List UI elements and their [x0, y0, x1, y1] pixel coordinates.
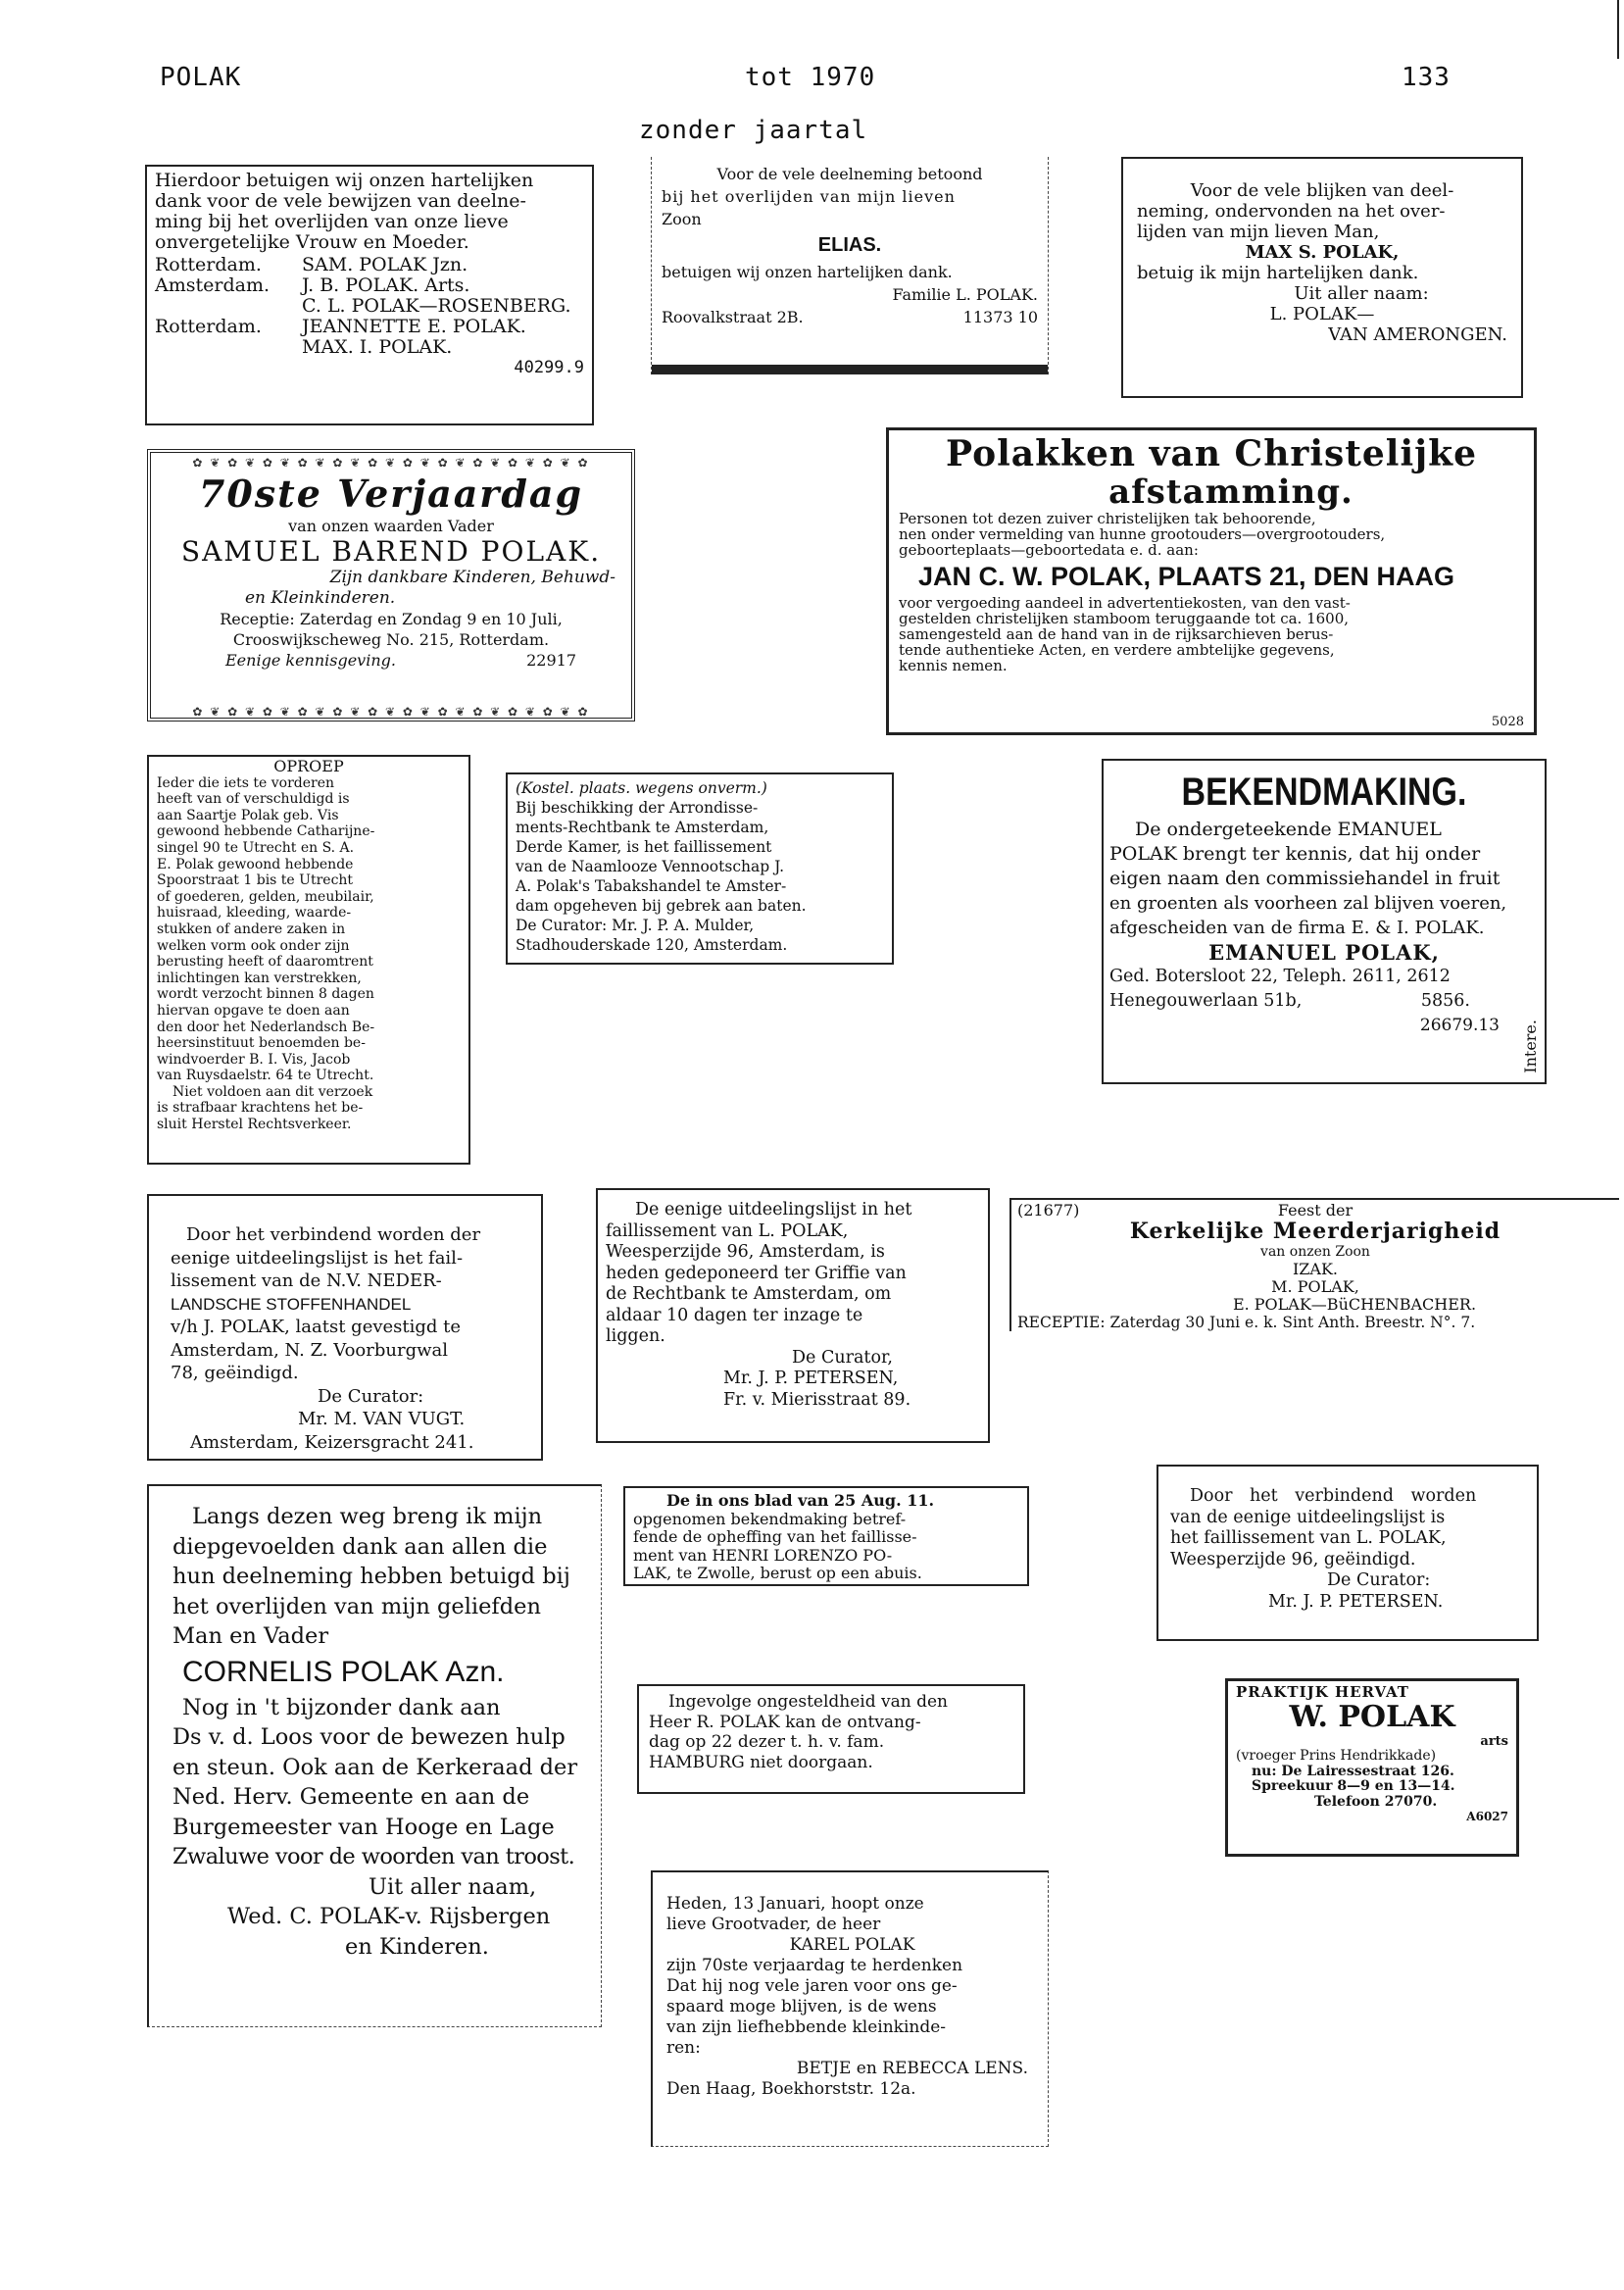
- ad5-body: Personen tot dezen zuiver christelijken tak behoorende,: [899, 510, 1316, 527]
- ad1-name: JEANNETTE E. POLAK.: [302, 316, 526, 337]
- ad-birthday-samuel-barend: [147, 449, 635, 722]
- ad9-line: Amsterdam, N. Z. Voorburgwal: [171, 1339, 448, 1361]
- ad17-line2: Dat hij nog vele jaren voor ons ge-: [666, 1976, 958, 1996]
- ad6-line: hiervan opgave te doen aan: [157, 1002, 350, 1019]
- ad2-rule: [652, 365, 1048, 373]
- ad12-line2: Ned. Herv. Gemeente en aan de: [172, 1784, 530, 1810]
- ad8-line: De ondergeteekende EMANUEL: [1135, 819, 1442, 840]
- ad6-line: E. Polak gewoond hebbende: [157, 856, 354, 872]
- ad9-line: 78, geëindigd.: [171, 1363, 299, 1383]
- ad6-line: Ieder die iets te vorderen: [157, 774, 335, 791]
- ad8-line: afgescheiden van de firma E. & I. POLAK.: [1109, 918, 1485, 938]
- ad16-arts: arts: [1480, 1733, 1508, 1749]
- ad4-title: 70ste Verjaardag: [198, 472, 584, 516]
- ad1-place: Amsterdam.: [155, 274, 270, 296]
- ad6-line: huisraad, kleeding, waarde-: [157, 905, 352, 921]
- ad12-line: diepgevoelden dank aan allen die: [172, 1533, 548, 1560]
- ad-hamburg-reception-cancelled: [637, 1684, 1025, 1794]
- ad8-title: BEKENDMAKING.: [1181, 771, 1467, 814]
- ad13-line: opgenomen bekendmaking betref-: [633, 1509, 907, 1528]
- ad3-name: MAX S. POLAK,: [1245, 242, 1400, 263]
- ad-praktijk-hervat: [1225, 1678, 1519, 1857]
- ad12-behalf: Uit aller naam,: [369, 1873, 537, 1900]
- ad13-line: LAK, te Zwolle, berust op een abuis.: [633, 1564, 922, 1582]
- ad2-address: Roovalkstraat 2B.: [662, 308, 804, 326]
- ad11-name: IZAK.: [1292, 1260, 1339, 1278]
- ad9-curator-name: Mr. M. VAN VUGT.: [298, 1409, 466, 1429]
- ad6-line: Niet voldoen aan dit verzoek: [172, 1083, 373, 1100]
- ad6-line: heeft van of verschuldigd is: [157, 791, 350, 808]
- ad5-tail: voor vergoeding aandeel in advertentiekosten, van den vast-: [899, 594, 1351, 612]
- ad3-line: neming, ondervonden na het over-: [1137, 201, 1446, 222]
- header-center: tot 1970: [745, 63, 876, 92]
- ad14-curator: De Curator:: [1327, 1570, 1431, 1590]
- ad-christian-polaks: [886, 427, 1537, 735]
- ad5-tail: tende authentieke Acten, en verdere ambtelijke gegevens,: [899, 641, 1335, 659]
- ad9-line: v/h J. POLAK, laatst gevestigd te: [171, 1317, 462, 1337]
- ad17-sign: BETJE en REBECCA LENS.: [796, 2059, 1028, 2078]
- ad-thanks-polak-family: [145, 165, 594, 425]
- ad14-line: Door het verbindend worden: [1190, 1486, 1477, 1506]
- ad1-name: C. L. POLAK—ROSENBERG.: [302, 295, 571, 317]
- ad14-line: het faillissement van L. POLAK,: [1170, 1528, 1447, 1548]
- ad14-line: Weesperzijde 96, geëindigd.: [1170, 1549, 1416, 1569]
- ad12-line2: Nog in 't bijzonder dank aan: [182, 1694, 501, 1720]
- ad-faillissement-tabakshandel: [506, 772, 894, 965]
- ad5-tail: kennis nemen.: [899, 657, 1008, 674]
- ad12-sign: en Kinderen.: [345, 1933, 489, 1960]
- ad17-address: Den Haag, Boekhorststr. 12a.: [666, 2079, 916, 2099]
- ad1-place: [155, 296, 302, 317]
- ad8-line: en groenten als voorheen zal blijven voeren,: [1109, 893, 1507, 914]
- ad6-line: Spoorstraat 1 bis te Utrecht: [157, 872, 354, 889]
- ad4-notice: Eenige kennisgeving.: [225, 651, 396, 670]
- ad10-line: liggen.: [606, 1326, 665, 1346]
- ad4-sub: van onzen waarden Vader: [288, 517, 494, 535]
- ad6-line: welken vorm ook onder zijn: [157, 937, 350, 954]
- ad5-tail: samengesteld aan de hand van in de rijksarchieven berus-: [899, 625, 1334, 643]
- ad10-line: de Rechtbank te Amsterdam, om: [606, 1284, 892, 1304]
- ad6-line: stukken of andere zaken in: [157, 921, 346, 937]
- ad16-number: A6027: [1466, 1810, 1508, 1823]
- ad7-line: (Kostel. plaats. wegens onverm.): [516, 779, 767, 797]
- ad16-line: nu: De Lairessestraat 126.: [1252, 1763, 1454, 1779]
- ad15-line: dag op 22 dezer t. h. v. fam.: [649, 1732, 885, 1752]
- page-edge-mark: [1617, 0, 1619, 59]
- ad17-line2: spaard moge blijven, is de wens: [666, 1997, 937, 2016]
- ad-stoffenhandel: [147, 1194, 543, 1461]
- ad16-line: Spreekuur 8—9 en 13—14.: [1252, 1778, 1455, 1794]
- ad7-line: De Curator: Mr. J. P. A. Mulder,: [516, 917, 755, 934]
- ad4-reception: Crooswijkscheweg No. 215, Rotterdam.: [232, 630, 550, 649]
- ad3-behalf: Uit aller naam:: [1294, 283, 1429, 304]
- ad2-family: Familie L. POLAK.: [892, 285, 1038, 304]
- ad1-number: 40299.9: [514, 358, 584, 377]
- ad1-place: [155, 337, 302, 358]
- ad13-line: ment van HENRI LORENZO PO-: [633, 1545, 893, 1565]
- ad8-address: Henegouwerlaan 51b,: [1109, 991, 1303, 1011]
- ad13-line: De in ons blad van 25 Aug. 11.: [666, 1491, 935, 1510]
- ad7-line: A. Polak's Tabakshandel te Amster-: [516, 877, 787, 895]
- header-subtitle: zonder jaartal: [639, 116, 868, 145]
- ad6-line: berusting heeft of daaromtrent: [157, 954, 373, 971]
- ad10-address: Fr. v. Mierisstraat 89.: [723, 1389, 911, 1410]
- ad10-line: heden gedeponeerd ter Griffie van: [606, 1263, 907, 1283]
- ad17-line2: ren:: [666, 2038, 701, 2058]
- ad11-reception: RECEPTIE: Zaterdag 30 Juni e. k. Sint Anth. Breestr. N°. 7.: [1017, 1314, 1476, 1331]
- header-left: POLAK: [160, 63, 242, 92]
- ad5-body: nen onder vermelding van hunne grootouders—overgrootouders,: [899, 525, 1386, 543]
- ad12-line2: Burgemeester van Hooge en Lage: [172, 1814, 555, 1840]
- ad1-name: SAM. POLAK Jzn.: [302, 254, 468, 275]
- ad12-line: Man en Vader: [172, 1623, 329, 1649]
- ad7-line: Bij beschikking der Arrondisse-: [516, 799, 759, 817]
- ad12-line: het overlijden van mijn geliefden: [172, 1593, 541, 1619]
- ad13-line: fende de opheffing van het faillisse-: [633, 1527, 917, 1546]
- ad5-name: JAN C. W. POLAK, PLAATS 21, DEN HAAG: [918, 562, 1455, 591]
- ad7-line: Stadhouderskade 120, Amsterdam.: [516, 936, 788, 954]
- ad-thanks-cornelis: [147, 1484, 602, 2027]
- ad5-number: 5028: [1491, 715, 1524, 729]
- ad9-line: eenige uitdeelingslijst is het fail-: [171, 1247, 464, 1269]
- ad11-sign: M. POLAK,: [1271, 1277, 1359, 1296]
- ad4-number: 22917: [526, 651, 576, 670]
- ad6-line: heersinstituut benoemden be-: [157, 1035, 366, 1052]
- ad6-line: inlichtingen kan verstrekken,: [157, 970, 362, 986]
- ad2-line: Zoon: [662, 210, 702, 228]
- ad12-line2: Ds v. d. Loos voor de bewezen hulp: [172, 1724, 566, 1750]
- ad17-line: lieve Grootvader, de heer: [666, 1915, 881, 1934]
- ad12-line2: Zwaluwe voor de woorden van troost.: [172, 1844, 575, 1869]
- ad14-curator-name: Mr. J. P. PETERSEN.: [1268, 1591, 1444, 1612]
- ad5-body: geboorteplaats—geboortedata e. d. aan:: [899, 541, 1199, 559]
- ad-thanks-max-polak: [1121, 157, 1523, 398]
- ad3-line: Voor de vele blijken van deel-: [1190, 180, 1454, 201]
- ad10-curator: De Curator,: [792, 1347, 893, 1368]
- ad3-thanks: betuig ik mijn hartelijken dank.: [1137, 263, 1419, 283]
- ad7-line: ments-Rechtbank te Amsterdam,: [516, 819, 769, 836]
- ad4-name: SAMUEL BAREND POLAK.: [180, 535, 602, 568]
- ad17-line2: zijn 70ste verjaardag te herdenken: [666, 1956, 963, 1975]
- ad16-line: (vroeger Prins Hendrikkade): [1236, 1748, 1437, 1764]
- ad8-line: POLAK brengt ter kennis, dat hij onder: [1109, 843, 1481, 865]
- ad1-line: ming bij het overlijden van onze lieve: [155, 211, 509, 232]
- ad8-line: eigen naam den commissiehandel in fruit: [1109, 868, 1501, 889]
- ad11-number: (21677): [1017, 1201, 1080, 1220]
- ad3-sign: VAN AMERONGEN.: [1328, 324, 1507, 345]
- ad-faillissement-ended: [1156, 1465, 1539, 1641]
- ad6-line: wordt verzocht binnen 8 dagen: [157, 986, 374, 1003]
- ad15-line: Ingevolge ongesteldheid van den: [668, 1692, 949, 1712]
- ad9-line: lissement van de N.V. NEDER-: [171, 1270, 442, 1291]
- ad4-border-ornament: ✿ ❦ ✿ ❦ ✿ ❦ ✿ ❦ ✿ ❦ ✿ ❦ ✿ ❦ ✿ ❦ ✿ ❦ ✿ ❦ ✿ ❦ ✿: [192, 705, 590, 718]
- ad6-line: windvoerder B. I. Vis, Jacob: [157, 1051, 351, 1068]
- ad8-number: 26679.13: [1419, 1016, 1500, 1035]
- ad16-line: Telefoon 27070.: [1314, 1793, 1438, 1810]
- ad-meerderjarigheid-izak: [1009, 1198, 1619, 1331]
- ad17-line2: van zijn liefhebbende kleinkinde-: [666, 2017, 947, 2037]
- ad1-place: Rotterdam.: [155, 316, 262, 337]
- ad-correction-henri-lorenzo: [623, 1486, 1029, 1586]
- ad6-line: singel 90 te Utrecht en S. A.: [157, 839, 355, 856]
- ad1-line: Hierdoor betuigen wij onzen hartelijken: [155, 170, 534, 191]
- ad1-place: Rotterdam.: [155, 254, 262, 275]
- ad12-sign: Wed. C. POLAK-v. Rijsbergen: [227, 1904, 551, 1929]
- ad10-line: De eenige uitdeelingslijst in het: [635, 1200, 912, 1220]
- ad10-line: Weesperzijde 96, Amsterdam, is: [606, 1242, 885, 1262]
- ad12-line: Langs dezen weg breng ik mijn: [192, 1504, 543, 1529]
- ad2-name: ELIAS.: [817, 234, 882, 256]
- ad8-side: Intere.: [1521, 1020, 1540, 1073]
- ad4-border-ornament: ✿ ❦ ✿ ❦ ✿ ❦ ✿ ❦ ✿ ❦ ✿ ❦ ✿ ❦ ✿ ❦ ✿ ❦ ✿ ❦ ✿ ❦ ✿: [192, 456, 590, 469]
- ad6-line: is strafbaar krachtens het be-: [157, 1100, 364, 1117]
- ad8-name: EMANUEL POLAK,: [1208, 940, 1440, 965]
- page-number: 133: [1402, 63, 1451, 92]
- ad1-line: dank voor de vele bewijzen van deelne-: [155, 190, 526, 212]
- ad-uitdeelingslijst-deposit: [596, 1188, 990, 1443]
- ad10-line: faillissement van L. POLAK,: [606, 1220, 849, 1241]
- ad11-top: Feest der: [1277, 1201, 1353, 1220]
- ad2-number: 11373 10: [962, 308, 1038, 326]
- ad15-line: Heer R. POLAK kan de ontvang-: [649, 1712, 921, 1732]
- ad4-family: Zijn dankbare Kinderen, Behuwd-: [329, 568, 615, 587]
- ad1-name: J. B. POLAK. Arts.: [302, 274, 470, 296]
- ad2-line: Voor de vele deelneming betoond: [716, 165, 983, 183]
- ad1-name: MAX. I. POLAK.: [302, 336, 453, 358]
- ad6-line: aan Saartje Polak geb. Vis: [157, 807, 339, 823]
- ad-birthday-karel-polak: [651, 1870, 1049, 2147]
- ad11-sub: van onzen Zoon: [1260, 1244, 1370, 1260]
- ad9-curator: De Curator:: [318, 1385, 424, 1407]
- ad15-line: HAMBURG niet doorgaan.: [649, 1752, 873, 1772]
- ad-oproep-vis: [147, 755, 470, 1165]
- ad6-line: sluit Herstel Rechtsverkeer.: [157, 1117, 352, 1133]
- ad8-tel: 5856.: [1420, 991, 1470, 1011]
- ad12-name: CORNELIS POLAK Azn.: [182, 1655, 505, 1688]
- ad5-title: Polakken van Christelijke: [945, 433, 1478, 474]
- ad4-family: en Kleinkinderen.: [245, 588, 396, 608]
- ad9-line: LANDSCHE STOFFENHANDEL: [171, 1294, 412, 1314]
- ad8-address: Ged. Botersloot 22, Teleph. 2611, 2612: [1109, 967, 1451, 986]
- ad6-line: den door het Nederlandsch Be-: [157, 1019, 375, 1035]
- ad-bekendmaking-emanuel: [1102, 759, 1547, 1084]
- ad7-line: van de Naamlooze Vennootschap J.: [516, 858, 785, 875]
- ad5-title: afstamming.: [1108, 473, 1353, 512]
- ad11-title: Kerkelijke Meerderjarigheid: [1129, 1219, 1501, 1244]
- ad9-line: Door het verbindend worden der: [186, 1224, 481, 1245]
- ad3-line: lijden van mijn lieven Man,: [1137, 222, 1380, 242]
- ad10-line: aldaar 10 dagen ter inzage te: [606, 1305, 863, 1325]
- ad6-line: van Ruysdaelstr. 64 te Utrecht.: [157, 1068, 374, 1084]
- ad6-line: of goederen, gelden, meubilair,: [157, 888, 374, 905]
- ad12-line: hun deelneming hebben betuigd bij: [172, 1564, 570, 1589]
- ad2-line: bij het overlijden van mijn lieven: [662, 187, 956, 206]
- ad5-tail: gestelden christelijken stamboom teruggaande tot ca. 1600,: [899, 610, 1350, 627]
- ad12-line2: en steun. Ook aan de Kerkeraad der: [172, 1754, 578, 1780]
- ad17-name: KAREL POLAK: [789, 1935, 915, 1955]
- ad6-line: gewoond hebbende Catharijne-: [157, 823, 375, 840]
- ad14-line: van de eenige uitdeelingslijst is: [1170, 1507, 1446, 1527]
- ad10-curator-name: Mr. J. P. PETERSEN,: [723, 1369, 899, 1388]
- ad7-line: Derde Kamer, is het faillissement: [516, 838, 772, 856]
- ad3-sign: L. POLAK—: [1269, 304, 1375, 324]
- ad9-address: Amsterdam, Keizersgracht 241.: [190, 1431, 474, 1453]
- ad2-line: betuigen wij onzen hartelijken dank.: [662, 263, 953, 281]
- ad1-line: onvergetelijke Vrouw en Moeder.: [155, 231, 469, 253]
- ad7-line: dam opgeheven bij gebrek aan baten.: [516, 897, 807, 915]
- ad6-title: OPROEP: [273, 757, 344, 775]
- ad16-title: PRAKTIJK HERVAT: [1236, 1683, 1409, 1701]
- ad4-reception: Receptie: Zaterdag en Zondag 9 en 10 Juli,: [220, 610, 563, 628]
- ad16-name: W. POLAK: [1289, 1699, 1455, 1734]
- ad-thanks-elias: [651, 157, 1049, 374]
- ad11-sign: E. POLAK—BüCHENBACHER.: [1232, 1295, 1477, 1314]
- ad17-line: Heden, 13 Januari, hoopt onze: [666, 1894, 924, 1914]
